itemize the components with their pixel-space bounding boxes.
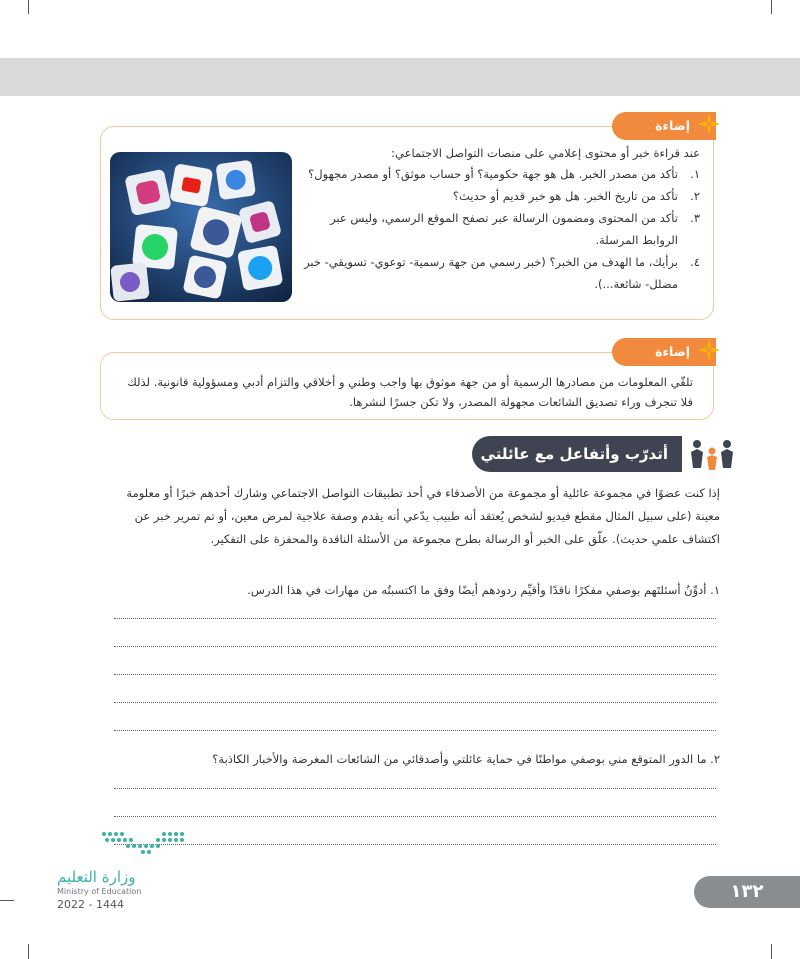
list-item: ١. تأكد من مصدر الخبر. هل هو جهة حكومية؟ أو حساب موثق؟ أو مصدر مجهول؟ (308, 167, 700, 181)
crop-mark (0, 900, 14, 901)
activity-paragraph: إذا كنت عضوًا في مجموعة عائلية أو مجموعة من الأصدقاء في أحد تطبيقات التواصل الاجتماعي وشارك أحدهم خبرًا أو معلومة معينة (على سبيل المثال مقطع فيديو لشخص يُعتقد أنه طبيب يدّعي أنه يقدم وصفة علاجية لمرض معين، أو تم تمرير خبر عن اكتشاف علمي حديث). علّق على الخبر أو الرسالة بطرح مجموعة من الأسئلة الناقدة والمحفزة على التفكير. (126, 486, 720, 546)
answer-line[interactable] (114, 730, 716, 731)
page-number: ١٣٢ (694, 876, 800, 908)
list-item: ٢. تأكد من تاريخ الخبر. هل هو خبر قديم أو حديث؟ (452, 189, 700, 203)
answer-line[interactable] (114, 702, 716, 703)
ministry-name-arabic: وزارة التعليم (57, 868, 136, 886)
answer-line[interactable] (114, 816, 716, 817)
header-band (0, 58, 800, 96)
sparkle-icon (697, 112, 721, 136)
crop-mark (28, 0, 29, 14)
answer-line[interactable] (114, 844, 716, 845)
callout-intro: عند قراءة خبر أو محتوى إعلامي على منصات التواصل الاجتماعي: (391, 146, 700, 160)
list-item: ٣. تأكد من المحتوى ومضمون الرسالة عبر تصفح الموقع الرسمي، وليس عبر الروابط المرسلة. (330, 211, 700, 247)
question-1: ١. أدوِّنُ أسئلتَهم بوصفي مفكرًا ناقدًا وأقيِّم ردودهم أيضًا وفق ما اكتسبتُه من مهارات في هذا الدرس. (247, 583, 720, 597)
crop-mark (28, 944, 29, 959)
callout-tab-label: إضاءة (655, 344, 690, 359)
callout-tab-label: إضاءة (655, 118, 690, 133)
list-item: ٤. برأيك، ما الهدف من الخبر؟ (خبر رسمي من جهة رسمية- توعوي- تسويقي- خبر مضلل- شائعة...). (304, 255, 700, 291)
answer-line[interactable] (114, 788, 716, 789)
section-heading (472, 436, 682, 472)
ministry-name-english: Ministry of Education (57, 887, 142, 896)
tips-list (300, 163, 700, 295)
callout-text: تلقّي المعلومات من مصادرها الرسمية أو من جهة موثوق بها واجب وطني و أخلاقي والتزام أدبي ومسؤولية قانونية. لذلك فلا تنجرف وراء تصديق الشائعات مجهولة المصدر، ولا تكن جسرًا لنشرها. (127, 375, 693, 409)
answer-line[interactable] (114, 646, 716, 647)
sparkle-icon (697, 338, 721, 362)
social-media-cubes-image (110, 152, 292, 302)
ministry-logo-icon (98, 826, 190, 860)
family-icon (688, 438, 736, 472)
question-2: ٢. ما الدور المتوقع مني بوصفي مواطنًا في حماية عائلتي وأصدقائي من الشائعات المغرضة والأخبار الكاذبة؟ (212, 752, 720, 766)
answer-line[interactable] (114, 618, 716, 619)
crop-mark (771, 944, 772, 959)
crop-mark (771, 0, 772, 14)
section-heading-label: أتدرّب وأتفاعل مع عائلتي (480, 445, 668, 463)
answer-line[interactable] (114, 674, 716, 675)
edition-year: 2022 - 1444 (57, 898, 124, 911)
